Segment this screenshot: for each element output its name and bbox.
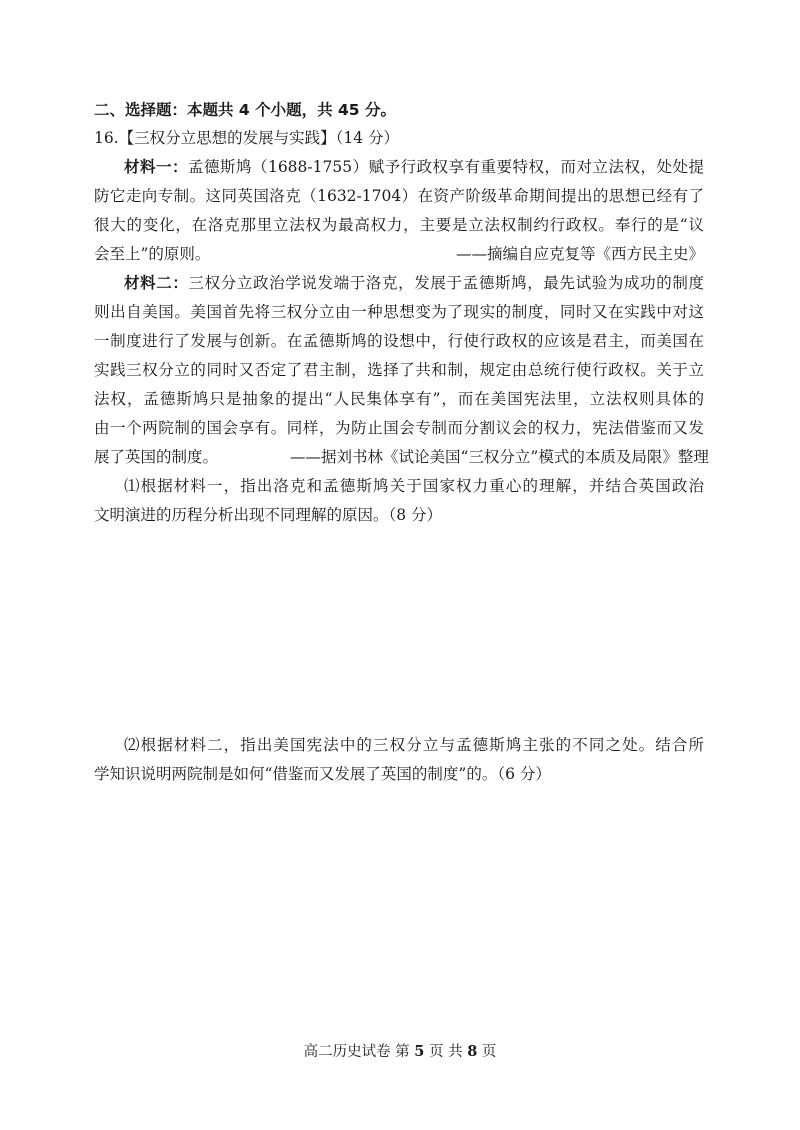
material-two-line: 实践三权分立的同时又否定了君主制，选择了共和制，规定由总统行使行政权。关于立 [94,361,704,379]
material-one-line [124,157,704,177]
material-one-text: 孟德斯鸠（1688-1755）赋予行政权享有重要特权，而对立法权，处处提 [187,158,704,176]
question-title: 16.【三权分立思想的发展与实践】（14 分） [94,129,400,147]
material-two-source: ——据刘书林《试论美国“三权分立”模式的本质及局限》整理 [290,448,709,466]
material-two-line: 法权，孟德斯鸠只是抽象的提出“人民集体享有”，而在美国宪法里，立法权则具体的 [94,390,704,408]
footer-total-pages: 8 [467,1043,478,1060]
footer-page-number: 5 [414,1043,425,1060]
sub-question-two-line: 学知识说明两院制是如何“借鉴而又发展了英国的制度”的。（6 分） [94,765,551,783]
material-two-line: 展了英国的制度。 [94,448,219,466]
sub-question-one-line: ⑴根据材料一，指出洛克和孟德斯鸠关于国家权力重心的理解，并结合英国政治 [124,477,704,495]
material-two-line: 由一个两院制的国会享有。同样，为防止国会专制而分割议会的权力，宪法借鉴而又发 [94,419,704,437]
sub-question-one-line: 文明演进的历程分析出现不同理解的原因。（8 分） [94,506,443,524]
section-heading: 二、选择题：本题共 4 个小题，共 45 分。 [94,101,396,119]
footer-prefix: 高二历史试卷 第 [303,1044,410,1060]
material-two-line: 一制度进行了发展与创新。在孟德斯鸠的设想中，行使行政权的应该是君主，而美国在 [94,332,704,350]
material-one-line: 会至上”的原则。 [94,245,211,263]
material-two-line [124,273,704,293]
sub-question-two-line: ⑵根据材料二，指出美国宪法中的三权分立与孟德斯鸠主张的不同之处。结合所 [124,736,704,754]
material-one-line: 防它走向专制。这同英国洛克（1632-1704）在资产阶级革命期间提出的思想已经有了 [94,187,704,205]
material-two-line: 则出自美国。美国首先将三权分立由一种思想变为了现实的制度，同时又在实践中对这 [94,303,704,321]
page-footer [0,1042,800,1062]
footer-middle: 页 共 [429,1044,463,1060]
material-two-text: 三权分立政治学说发端于洛克，发展于孟德斯鸠，最先试验为成功的制度 [188,274,704,292]
footer-suffix: 页 [481,1044,497,1060]
material-one-line: 很大的变化，在洛克那里立法权为最高权力，主要是立法权制约行政权。奉行的是“议 [94,216,704,234]
material-one-label: 材料一： [124,157,188,176]
material-one-source: ——摘编自应克复等《西方民主史》 [455,245,704,263]
material-two-label: 材料二： [124,273,189,292]
